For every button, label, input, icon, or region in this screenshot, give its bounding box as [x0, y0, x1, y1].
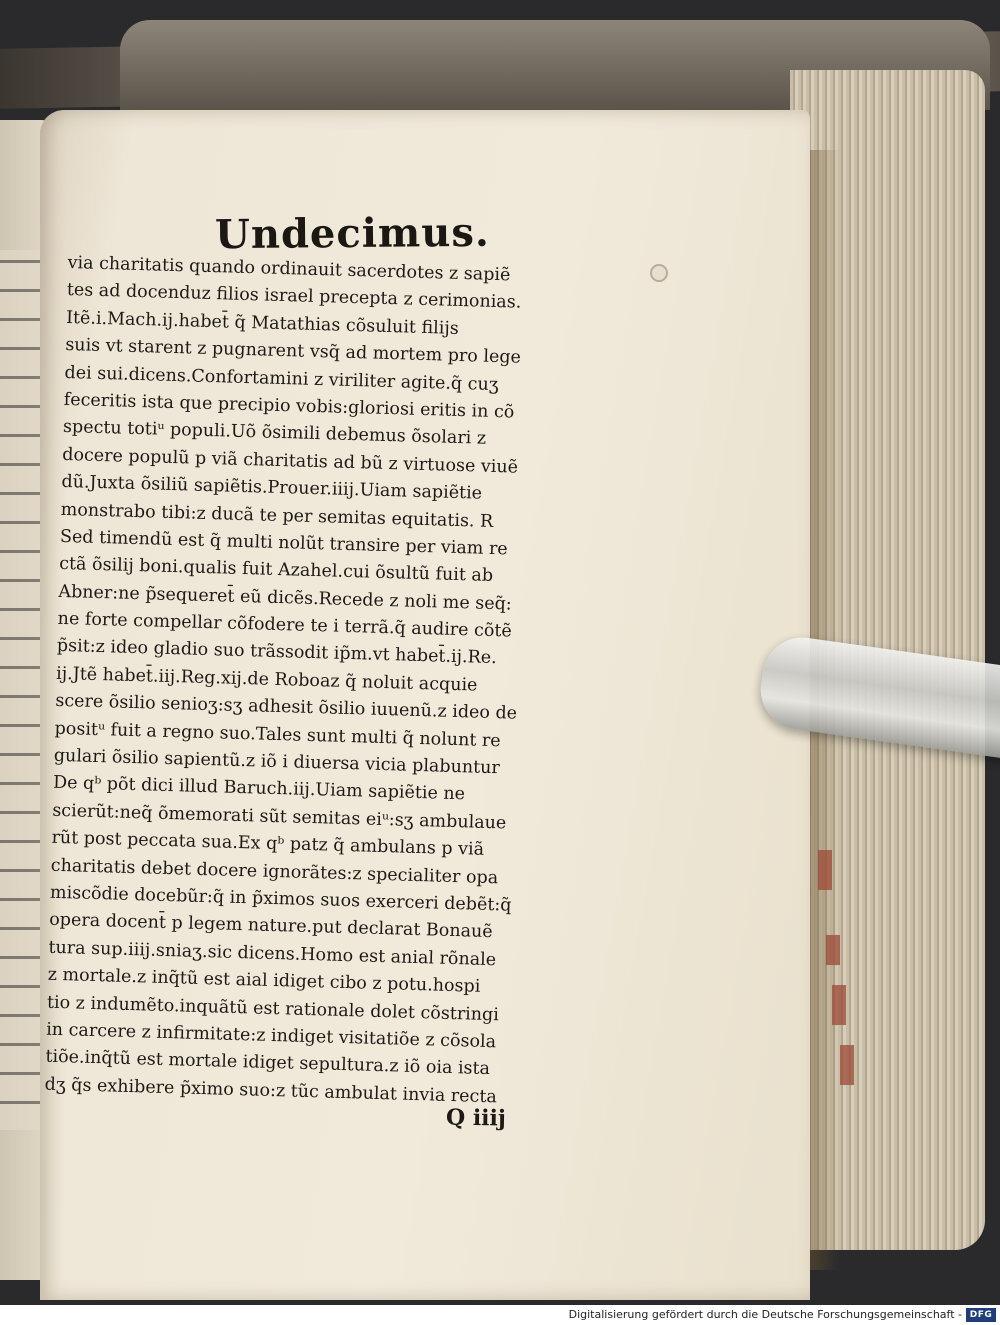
text-line: rũt post peccata sua.Ex qᵇ patz q̃ ambulans p viã — [51, 827, 485, 861]
text-line: ne forte compellar cõfodere te i terrã.q̃ audire cõtẽ — [57, 608, 513, 642]
text-line: tio z indumẽto.inquãtũ est rationale dolet cõstringi — [46, 992, 500, 1025]
text-line: monstrabo tibi:z ducã te per semitas equitatis. R — [60, 499, 494, 532]
page-edge-stain — [840, 1045, 854, 1085]
text-line: p̃sit:z ideo gladio suo trãssodit ip̃m.vt habet̄.ij.Re. — [56, 636, 497, 669]
page-edge-stain — [832, 985, 846, 1025]
page-hole — [650, 264, 668, 282]
text-line: positᵘ fuit a regno suo.Tales sunt multi q̃ nolunt re — [54, 718, 501, 751]
text-line: dʒ q̃s exhibere p̃ximo suo:z tũc ambulat invia recta — [44, 1074, 498, 1108]
text-line: gulari õsilio sapientũ.z iõ i diuersa vicia plabuntur — [53, 745, 501, 779]
text-line: feceritis ista que precipio vobis:gloriosi eritis in cõ — [63, 389, 515, 423]
dfg-logo: DFG — [966, 1308, 996, 1322]
text-line: miscõdie docebũr:q̃ in p̃ximos suos exerceri debẽt:q̃ — [49, 882, 512, 916]
page-edge-stain — [818, 850, 832, 890]
text-line: Sed timendũ est q̃ multi nolũt transire per viam re — [59, 526, 508, 560]
text-line: in carcere z infirmitate:z indiget visitatiõe z cõsola — [45, 1019, 497, 1053]
text-line: Abner:ne p̃sequeret̄ eũ dicẽs.Recede z noli me seq̃: — [58, 581, 512, 615]
text-line: z mortale.z inq̃tũ est aial idiget cibo z potu.hospi — [47, 964, 481, 997]
text-line: suis vt starent z pugnarent vsq̃ ad mortem pro lege — [65, 335, 522, 368]
text-line: charitatis debet docere ignorãtes:z specialiter opa — [50, 855, 499, 888]
text-line: tiõe.inq̃tũ est mortale idiget sepultura.z iõ oia ista — [45, 1047, 491, 1080]
body-text — [44, 250, 632, 1115]
text-line: dũ.Juxta õsiliũ sapiẽtis.Prouer.iiij.Uiam sapiẽtie — [61, 472, 483, 504]
text-line: dei sui.dicens.Confortamini z viriliter agite.q̃ cuʒ — [64, 362, 499, 395]
signature-mark: Q iiij — [445, 1104, 507, 1132]
text-line: scere õsilio senioʒ:sʒ adhesit õsilio iuuenũ.z ideo de — [55, 691, 518, 724]
text-line: Itẽ.i.Mach.ij.habet̄ q̃ Matathias cõsuluit filijs — [65, 307, 460, 339]
text-line: docere populũ p viã charitatis ad bũ z virtuose viuẽ — [62, 444, 519, 478]
footer-credit: Digitalisierung gefördert durch die Deutsche Forschungsgemeinschaft - — [568, 1308, 962, 1321]
text-line: tes ad docenduz filios israel precepta z cerimonias. — [66, 280, 522, 314]
page-edge-stain — [826, 935, 840, 965]
footer-bar — [0, 1305, 1000, 1325]
page-heading: Undecimus. — [214, 208, 490, 259]
text-line: ij.Jtẽ habet̄.iij.Reg.xij.de Roboaz q̃ noluit acquie — [55, 663, 478, 696]
text-line: via charitatis quando ordinauit sacerdotes z sapiẽ — [67, 252, 511, 286]
text-line: ctã õsilij boni.qualis fuit Azahel.cui õsultũ fuit ab — [58, 554, 494, 587]
text-line: spectu totiᵘ populi.Uõ õsimili debemus õsolari z — [62, 417, 487, 450]
left-page-text — [0, 250, 40, 1130]
text-line: scierũt:neq̃ õmemorati sũt semitas eiᵘ:sʒ ambulaue — [52, 800, 507, 834]
text-line: De qᵇ põt dici illud Baruch.iij.Uiam sapiẽtie ne — [52, 773, 466, 805]
text-line: tura sup.iiij.sniaʒ.sic dicens.Homo est anial rõnale — [48, 937, 497, 970]
text-line: opera docent̄ p legem nature.put declarat Bonauẽ — [49, 910, 493, 943]
